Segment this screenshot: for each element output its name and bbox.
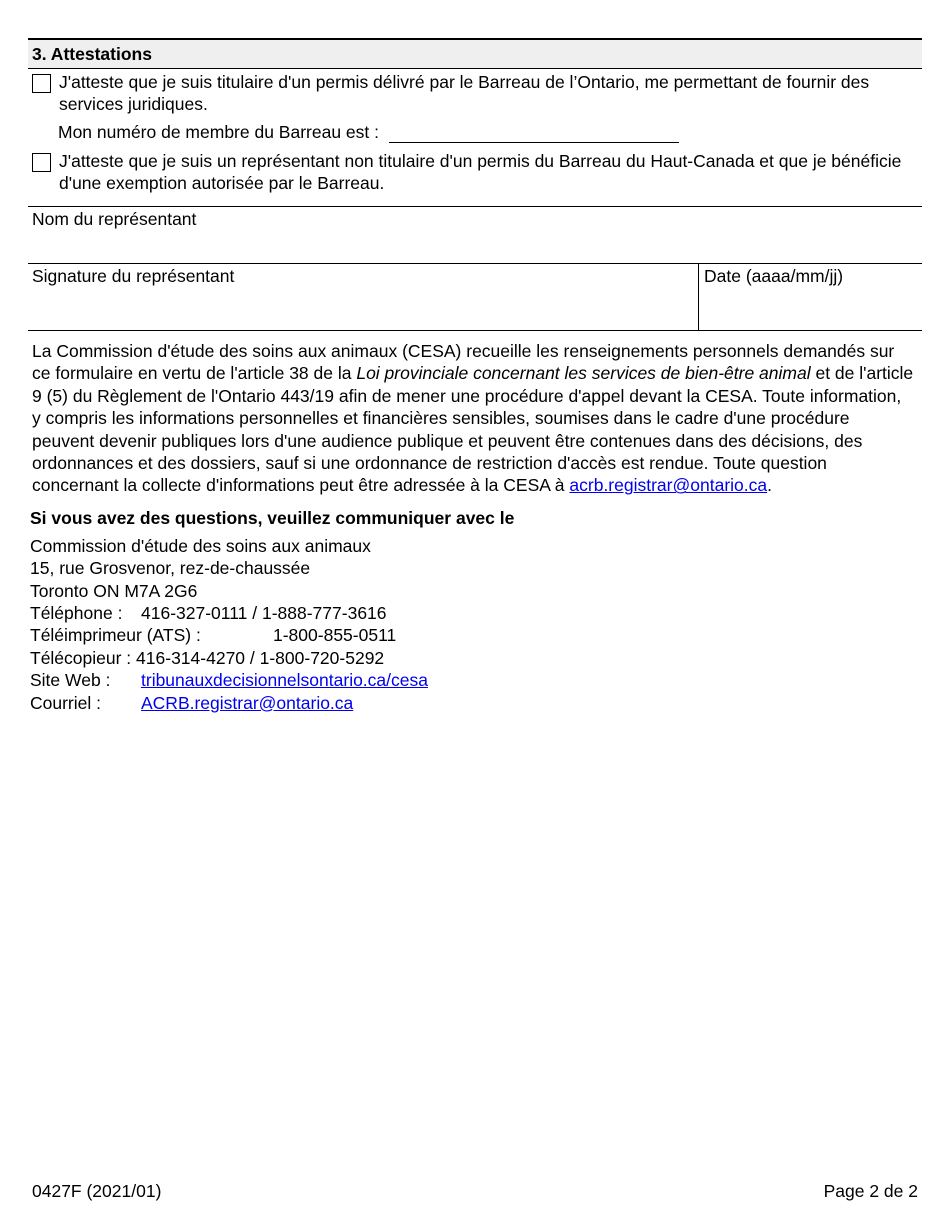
- web-label: Site Web :: [30, 670, 111, 691]
- web-link[interactable]: tribunauxdecisionnelsontario.ca/cesa: [141, 670, 428, 691]
- privacy-text-part2: et de l'article 9 (5) du Règlement de l'Ontario 443/19 afin de mener une procédure d'appel devant la CESA. Toute information, y compris les informations personnelles et financières sensibles, soumises dans le cadre d'une procédure peuvent devenir publiques lors d'une audience publique et peuvent être contenues dans des décisions, des ordonnances et des dossiers, sauf si une ordonnance de restriction d'accès est rendue. Toute question concernant la collecte d'informations peut être adressée à la CESA à: [32, 363, 914, 496]
- signature-field[interactable]: [28, 264, 699, 330]
- form-page: [28, 38, 922, 714]
- licensed-text: J'atteste que je suis titulaire d'un permis délivré par le Barreau de l’Ontario, me permettant de fournir des services juridiques.: [59, 72, 870, 114]
- tty-value: 1-800-855-0511: [273, 625, 397, 646]
- signature-label: Signature du représentant: [32, 266, 235, 286]
- privacy-law-title: Loi provinciale concernant les services de bien-être animal: [356, 363, 811, 384]
- form-id: 0427F (2021/01): [32, 1181, 162, 1201]
- contact-block: [28, 535, 922, 714]
- exempt-text: J'atteste que je suis un représentant non titulaire d'un permis du Barreau du Haut-Canada et que je bénéficie d'une exemption autorisée par le Barreau.: [59, 151, 902, 193]
- signature-row: [28, 264, 922, 331]
- privacy-notice: [28, 331, 922, 497]
- page-number: Page 2 de 2: [823, 1181, 918, 1201]
- contact-address-line1: 15, rue Grosvenor, rez-de-chaussée: [30, 558, 311, 579]
- member-number-label: Mon numéro de membre du Barreau est :: [58, 122, 379, 142]
- email-link[interactable]: ACRB.registrar@ontario.ca: [141, 692, 354, 713]
- fax-value: 416-314-4270 / 1-800-720-5292: [136, 647, 385, 668]
- phone-label: Téléphone :: [30, 603, 123, 624]
- contact-web-row: [30, 669, 922, 691]
- contact-fax-row: [30, 647, 922, 669]
- privacy-email-link[interactable]: acrb.registrar@ontario.ca: [569, 475, 768, 496]
- section-title: 3. Attestations: [28, 38, 922, 69]
- licensed-checkbox[interactable]: [32, 74, 51, 93]
- privacy-text-part1: La Commission d'étude des soins aux animaux (CESA) recueille les renseignements personnels demandés sur ce formulaire en vertu de l'article 38 de la: [32, 341, 895, 384]
- contact-phone-row: [30, 602, 922, 624]
- member-number-field[interactable]: [389, 122, 679, 143]
- attestation-exempt: [28, 150, 922, 207]
- date-label: Date (aaaa/mm/jj): [704, 266, 844, 286]
- contact-email-row: [30, 692, 922, 714]
- contact-tty-row: [30, 624, 922, 646]
- email-label: Courriel :: [30, 692, 101, 713]
- privacy-text-end: .: [767, 475, 772, 496]
- representative-name-label: Nom du représentant: [32, 209, 197, 229]
- attestation-licensed: [28, 69, 922, 115]
- contact-org: Commission d'étude des soins aux animaux: [30, 535, 371, 556]
- representative-name-field[interactable]: [28, 207, 922, 264]
- contact-address-line2: Toronto ON M7A 2G6: [30, 580, 198, 601]
- tty-label: Téléimprimeur (ATS) :: [30, 625, 201, 646]
- member-number-row: [28, 121, 922, 143]
- exempt-checkbox[interactable]: [32, 153, 51, 172]
- date-field[interactable]: [699, 264, 922, 330]
- phone-value: 416-327-0111 / 1-888-777-3616: [141, 603, 387, 624]
- fax-label: Télécopieur :: [30, 647, 132, 668]
- contact-heading: Si vous avez des questions, veuillez communiquer avec le: [30, 507, 515, 528]
